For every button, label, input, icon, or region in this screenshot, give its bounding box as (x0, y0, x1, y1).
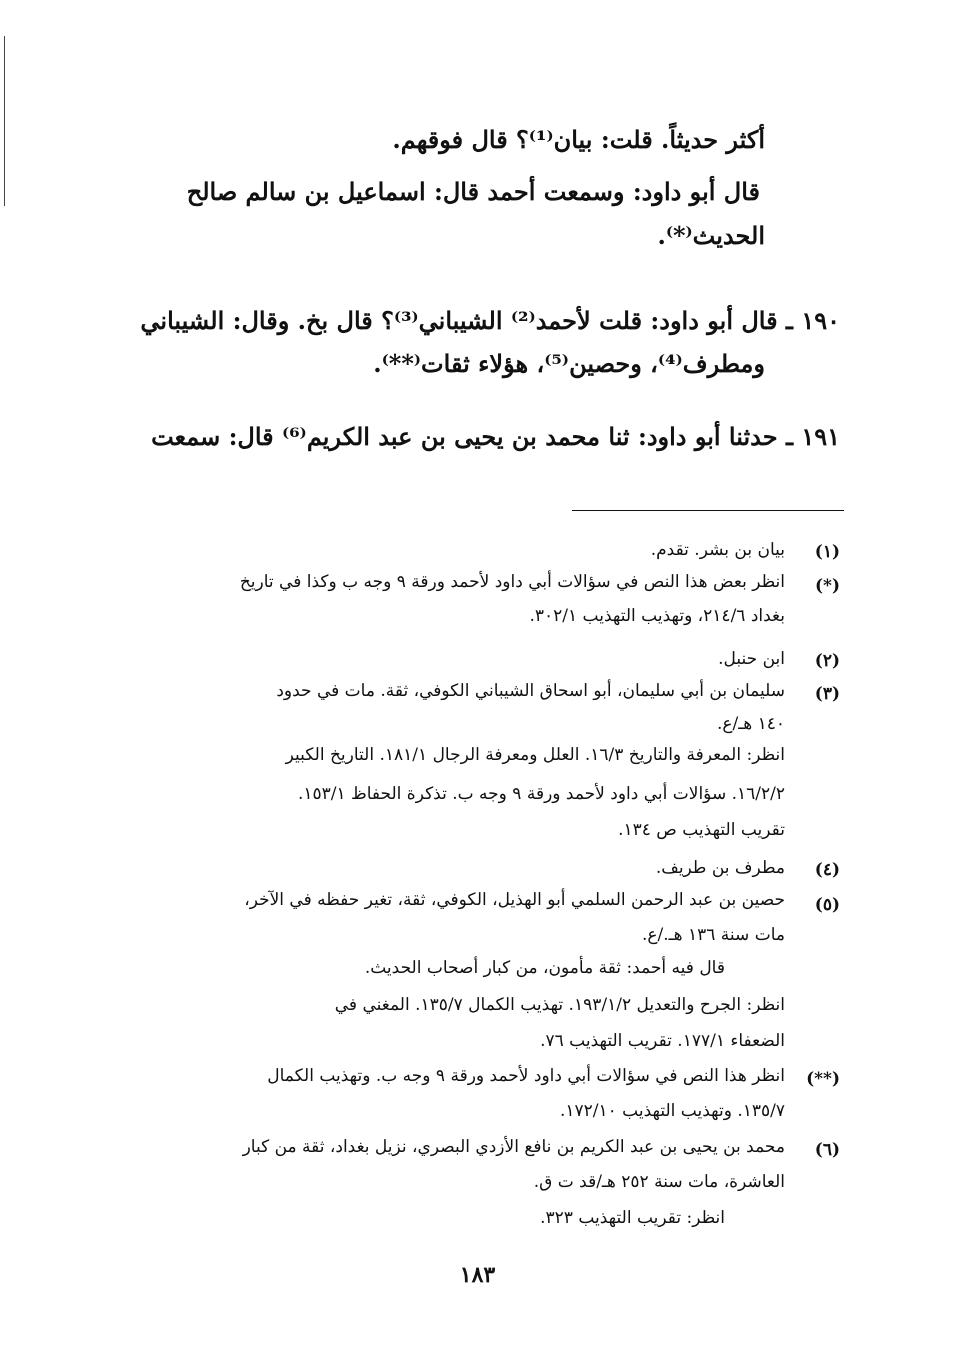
footnote-line: مطرف بن طريف. (655, 858, 785, 878)
main-line-3: الحديث⁽*⁾. (657, 221, 765, 250)
main-line-2: قال أبو داود: وسمعت أحمد قال: اسماعيل بن سالم صالح (186, 177, 760, 206)
footnote-marker-5: (٥) (814, 895, 840, 915)
main-line-1: أكثر حديثاً. قلت: بيان⁽¹⁾؟ قال فوقهم. (392, 125, 765, 154)
footnote-line: بغداد ٢١٤/٦، وتهذيب التهذيب ٣٠٢/١. (529, 606, 785, 626)
footnote-marker-4: (٤) (814, 860, 840, 880)
footnote-line: ١٦/٢/٢. سؤالات أبي داود لأحمد ورقة ٩ وجه ب. تذكرة الحفاظ ١٥٣/١. (297, 784, 785, 804)
footnote-line: بيان بن بشر. تقدم. (650, 540, 785, 560)
footnote-line: حصين بن عبد الرحمن السلمي أبو الهذيل، الكوفي، ثقة، تغير حفظه في الآخر، (244, 890, 785, 910)
footnote-line: ابن حنبل. (718, 649, 785, 669)
footnote-line: ١٤٠ هـ/ع. (716, 714, 785, 734)
page-number: ١٨٣ (459, 1262, 496, 1288)
footnote-line: انظر: الجرح والتعديل ١٩٣/١/٢. تهذيب الكمال ١٣٥/٧. المغني في (334, 995, 785, 1015)
footnote-line: محمد بن يحيى بن عبد الكريم بن نافع الأزدي البصري، نزيل بغداد، ثقة من كبار (242, 1137, 785, 1157)
footnote-line: العاشرة، مات سنة ٢٥٢ هـ/قد ت ق. (533, 1172, 785, 1192)
footnote-line: سليمان بن أبي سليمان، أبو اسحاق الشيباني الكوفي، ثقة. مات في حدود (276, 681, 785, 701)
footnote-line: ١٣٥/٧. وتهذيب التهذيب ١٧٢/١٠. (559, 1101, 785, 1121)
footnote-line: قال فيه أحمد: ثقة مأمون، من كبار أصحاب الحديث. (364, 958, 725, 978)
footnote-line: انظر هذا النص في سؤالات أبي داود لأحمد ورقة ٩ وجه ب. وتهذيب الكمال (267, 1066, 785, 1086)
footnote-line: انظر: المعرفة والتاريخ ١٦/٣. العلل ومعرفة الرجال ١٨١/١. التاريخ الكبير (285, 745, 785, 765)
footnote-marker-double-star: (**) (806, 1069, 840, 1089)
scan-edge-mark (4, 36, 5, 206)
footnote-marker-1: (١) (814, 542, 840, 562)
footnote-line: الضعفاء ١٧٧/١. تقريب التهذيب ٧٦. (540, 1031, 785, 1051)
main-line-4: ١٩٠ ـ قال أبو داود: قلت لأحمد⁽²⁾ الشيباني⁽³⁾؟ قال بخ. وقال: الشيباني (140, 306, 840, 335)
footnote-marker-star: (*) (815, 576, 840, 596)
footnote-line: انظر: تقريب التهذيب ٣٢٣. (540, 1208, 725, 1228)
footnote-line: مات سنة ١٣٦ هـ./ع. (641, 925, 785, 945)
footnote-line: تقريب التهذيب ص ١٣٤. (618, 820, 785, 840)
main-line-5: ومطرف⁽⁴⁾، وحصين⁽⁵⁾، هؤلاء ثقات⁽**⁾. (373, 349, 765, 378)
footnote-divider (572, 510, 844, 511)
footnote-line: انظر بعض هذا النص في سؤالات أبي داود لأحمد ورقة ٩ وجه ب وكذا في تاريخ (239, 572, 785, 592)
footnote-marker-3: (٣) (814, 684, 840, 704)
footnote-marker-6: (٦) (814, 1140, 840, 1160)
main-line-6: ١٩١ ـ حدثنا أبو داود: ثنا محمد بن يحيى بن عبد الكريم⁽⁶⁾ قال: سمعت (151, 422, 840, 451)
footnote-marker-2: (٢) (814, 651, 840, 671)
